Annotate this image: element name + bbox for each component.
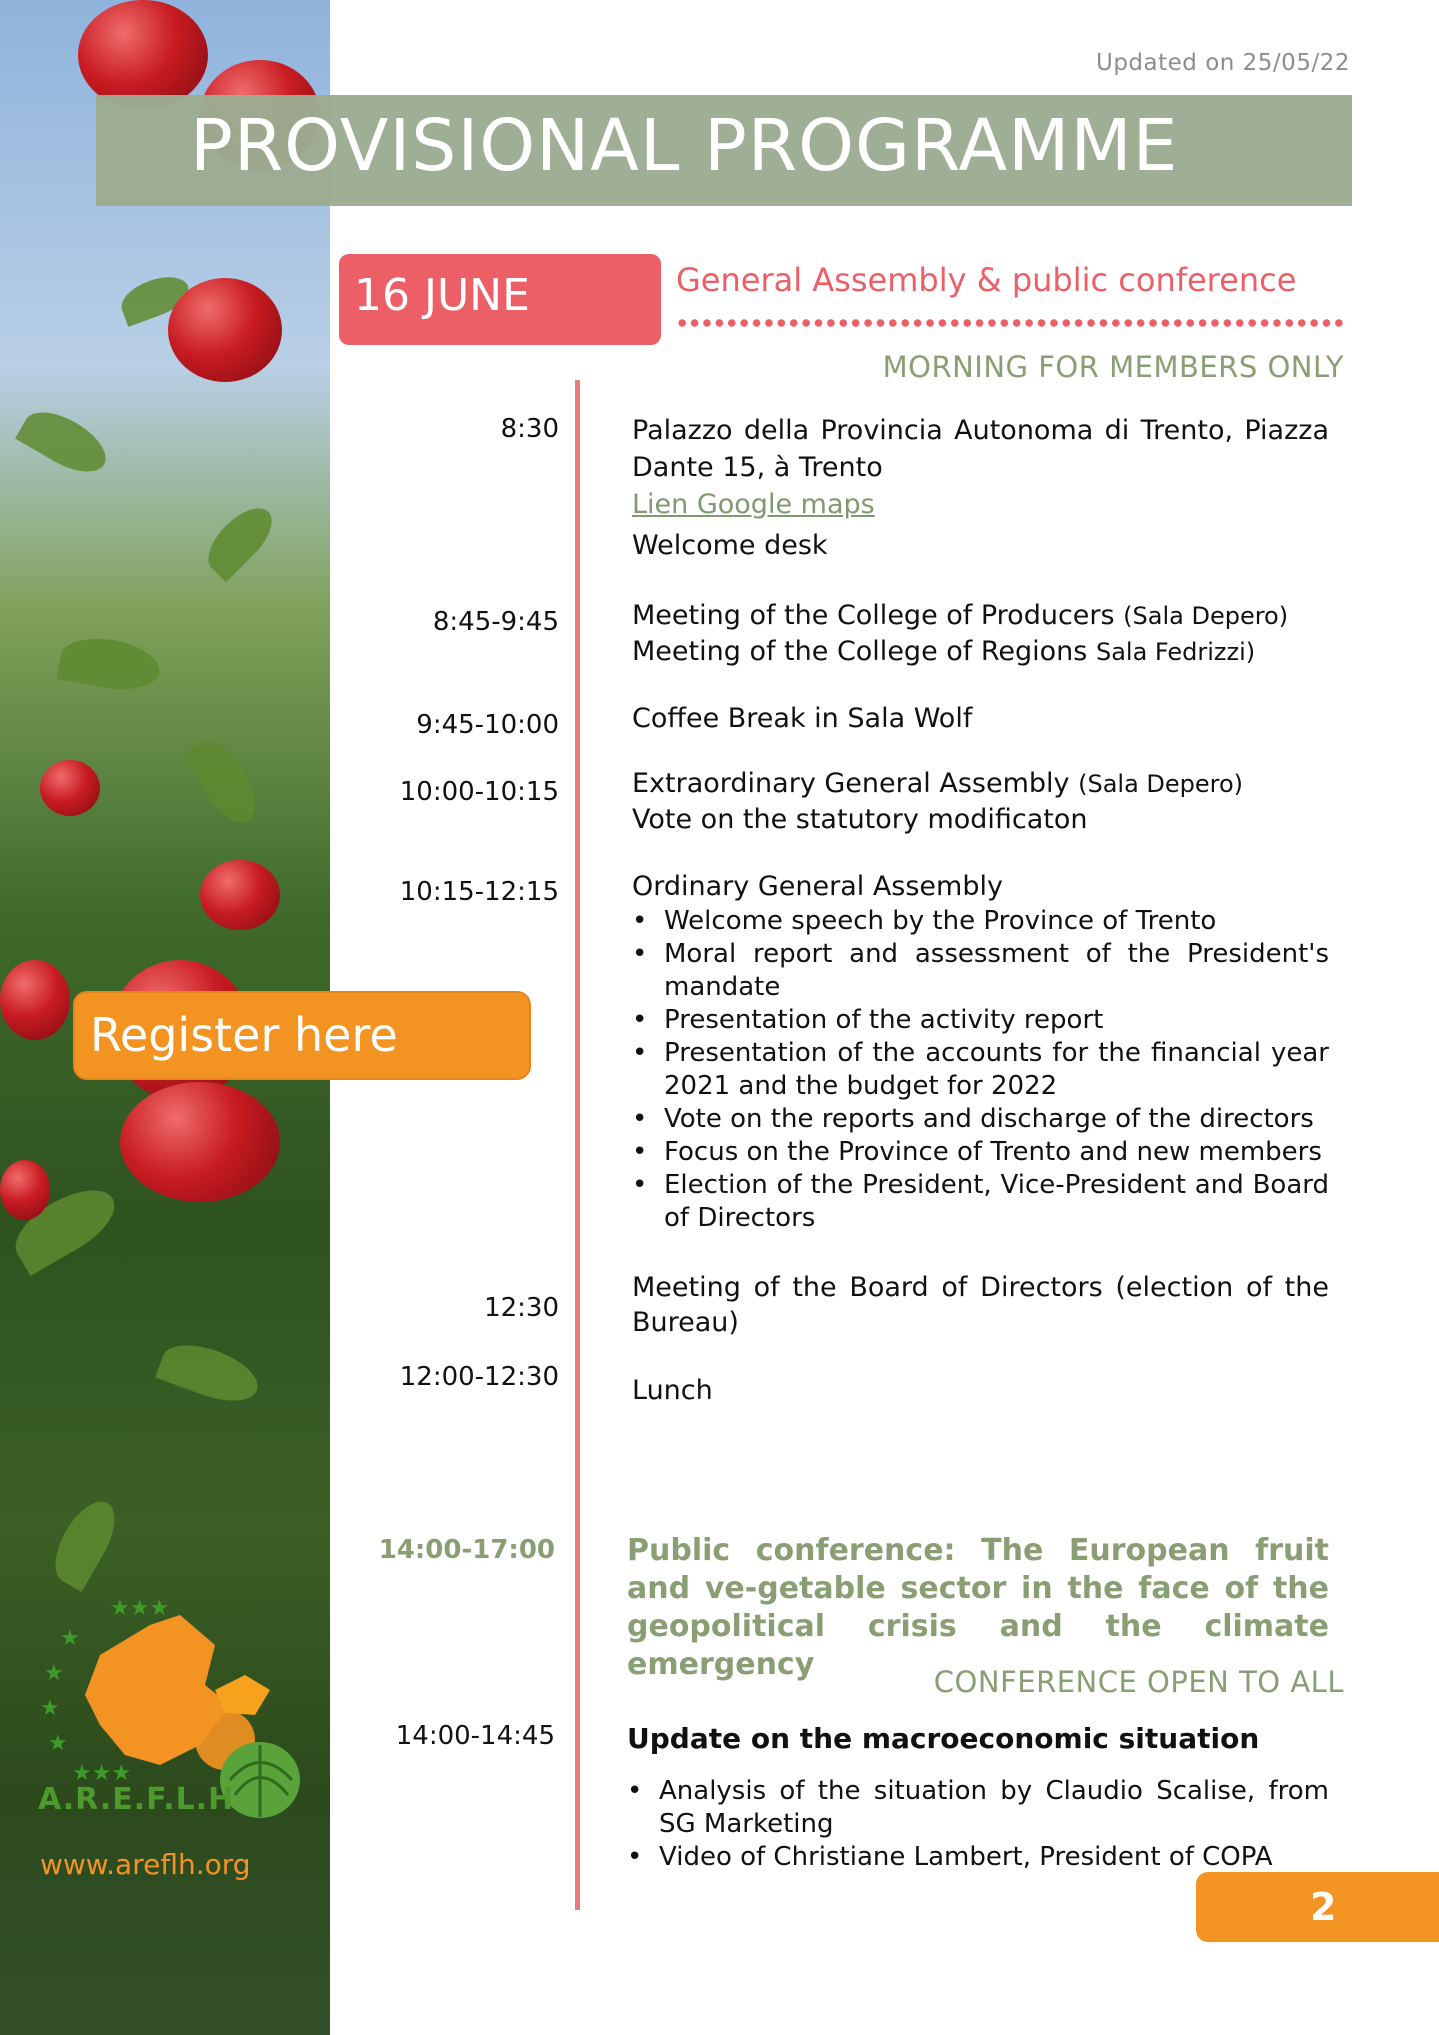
time-label: 14:00-17:00 [378, 1535, 555, 1565]
page-title: PROVISIONAL PROGRAMME [190, 104, 1179, 187]
venue-text: Palazzo della Provincia Autonoma di Trento, Piazza Dante 15, à Trento [632, 415, 1329, 483]
timeline-line [575, 380, 580, 1910]
svg-text:★: ★ [48, 1731, 68, 1756]
updated-date: Updated on 25/05/22 [1096, 50, 1350, 76]
list-item: • Presentation of the activity report [632, 1004, 1329, 1037]
welcome-desk-text: Welcome desk [632, 530, 828, 561]
item-text: Extraordinary General Assembly [632, 768, 1079, 799]
time-label: 8:45-9:45 [432, 607, 559, 637]
schedule-item: Coffee Break in Sala Wolf [632, 703, 973, 734]
time-label: 10:15-12:15 [399, 877, 559, 907]
google-maps-link[interactable]: Lien Google maps [632, 489, 875, 520]
item-text: Ordinary General Assembly [632, 871, 1003, 902]
time-label: 8:30 [500, 414, 559, 444]
svg-text:★★★: ★★★ [110, 1596, 170, 1621]
page-number: 2 [1310, 1885, 1337, 1929]
time-label: 10:00-10:15 [399, 777, 559, 807]
list-item: • Focus on the Province of Trento and new members [632, 1136, 1329, 1169]
list-item: • Analysis of the situation by Claudio Scalise, from SG Marketing [627, 1775, 1329, 1841]
list-item: • Vote on the reports and discharge of the directors [632, 1103, 1329, 1136]
svg-text:★: ★ [60, 1626, 80, 1651]
morning-label: MORNING FOR MEMBERS ONLY [882, 350, 1344, 384]
list-item: • Video of Christiane Lambert, President of COPA [627, 1841, 1329, 1874]
date-label: 16 JUNE [354, 270, 530, 321]
svg-text:★: ★ [44, 1661, 64, 1686]
conference-title: Public conference: The European fruit and ve-getable sector in the face of the geopolitical crisis and the climate emergency [627, 1533, 1329, 1682]
schedule-item [632, 598, 1329, 670]
item-text: Meeting of the College of Regions [632, 636, 1096, 667]
list-item: • Presentation of the accounts for the financial year 2021 and the budget for 2022 [632, 1037, 1329, 1103]
dotted-divider [676, 318, 1346, 328]
svg-text:★: ★ [40, 1696, 60, 1721]
time-label: 12:30 [484, 1293, 559, 1323]
register-button-label[interactable]: Register here [90, 1008, 398, 1062]
time-label: 12:00-12:30 [399, 1362, 559, 1392]
schedule-item [632, 868, 1329, 1235]
item-text: Vote on the statutory modificaton [632, 804, 1088, 835]
session-list [627, 1775, 1329, 1874]
time-label: 14:00-14:45 [395, 1721, 555, 1751]
logo-name: A.R.E.F.L.H [38, 1782, 235, 1817]
website-link[interactable]: www.areflh.org [40, 1848, 251, 1881]
list-item: • Moral report and assessment of the President's mandate [632, 938, 1329, 1004]
agenda-list [632, 905, 1329, 1235]
item-room: (Sala Depero) [1123, 602, 1289, 630]
time-label: 9:45-10:00 [416, 710, 559, 740]
list-item: • Election of the President, Vice-President and Board of Directors [632, 1169, 1329, 1235]
list-item: • Welcome speech by the Province of Trento [632, 905, 1329, 938]
item-room: (Sala Depero) [1078, 770, 1244, 798]
schedule-item [632, 412, 1329, 564]
item-room: Sala Fedrizzi) [1095, 638, 1256, 666]
schedule-item: Meeting of the Board of Directors (election of the Bureau) [632, 1272, 1329, 1338]
schedule-item: Lunch [632, 1375, 713, 1406]
section-title: General Assembly & public conference [676, 261, 1297, 299]
conference-open-label: CONFERENCE OPEN TO ALL [933, 1665, 1344, 1699]
session-title: Update on the macroeconomic situation [627, 1722, 1260, 1755]
schedule-item [627, 1775, 1329, 1874]
schedule-item [632, 766, 1329, 837]
svg-text:★★★: ★★★ [72, 1761, 132, 1786]
item-text: Meeting of the College of Producers [632, 600, 1124, 631]
